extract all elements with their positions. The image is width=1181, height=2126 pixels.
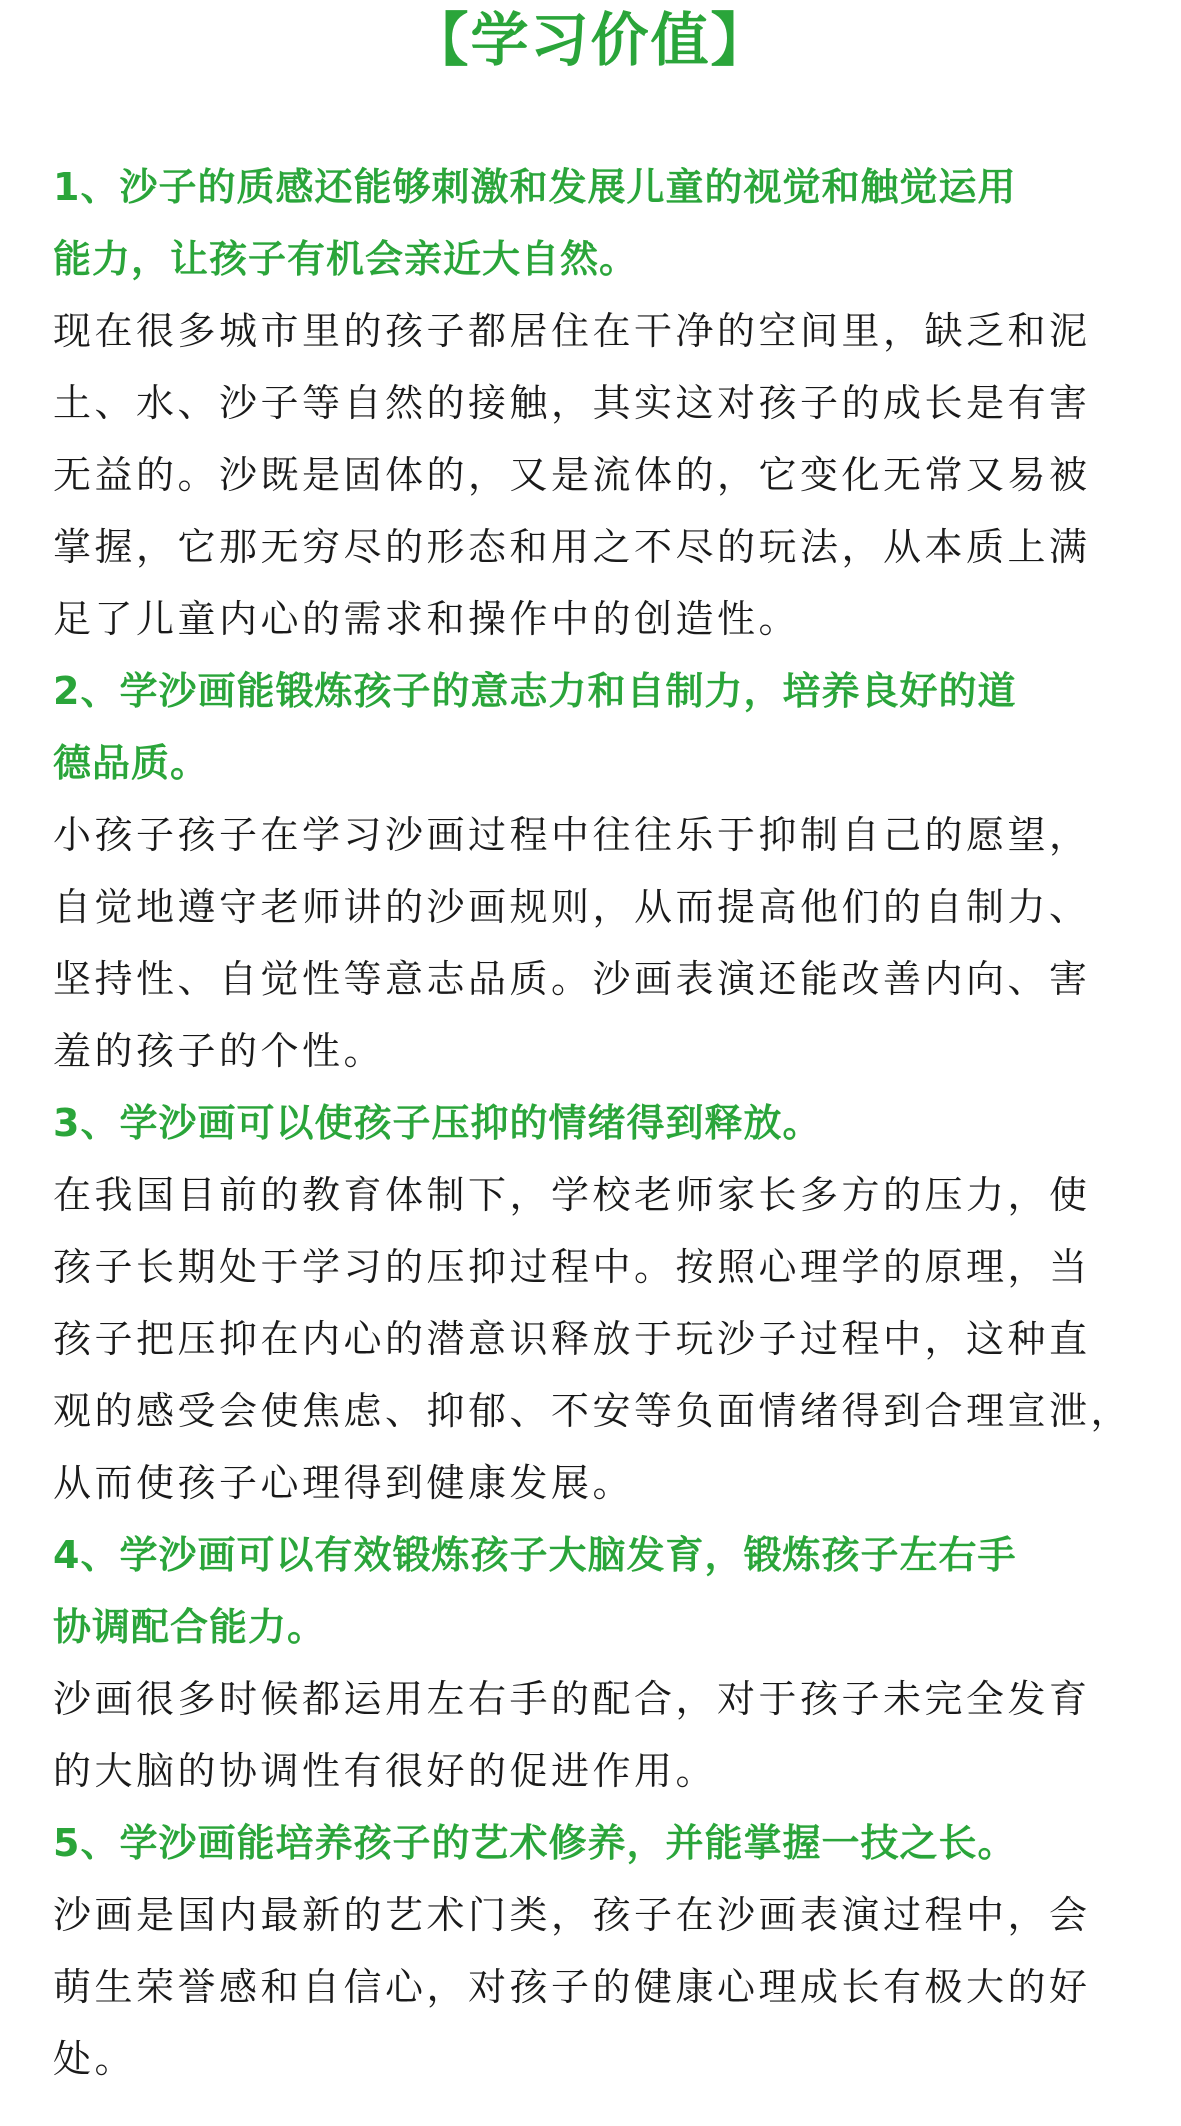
- section-2-body-line: 小孩子孩子在学习沙画过程中往往乐于抑制自己的愿望，: [53, 813, 1091, 857]
- section-2-heading-line: 2、学沙画能锻炼孩子的意志力和自制力，培养良好的道: [53, 669, 1017, 713]
- section-2: [53, 655, 1133, 1087]
- section-1-body-line: 掌握，它那无穷尽的形态和用之不尽的玩法，从本质上满: [53, 525, 1091, 569]
- section-1-heading-line: 能力，让孩子有机会亲近大自然。: [53, 237, 639, 281]
- section-3-body-line: 在我国目前的教育体制下，学校老师家长多方的压力，使: [53, 1173, 1091, 1217]
- section-2-body-line: 坚持性、自觉性等意志品质。沙画表演还能改善内向、害: [53, 957, 1091, 1001]
- section-1-body-line: 足了儿童内心的需求和操作中的创造性。: [53, 597, 801, 641]
- section-3-body-line: 孩子把压抑在内心的潜意识释放于玩沙子过程中，这种直: [53, 1317, 1091, 1361]
- section-5-body-line: 处。: [53, 2037, 137, 2081]
- article-body: [53, 151, 1133, 2095]
- section-4-body-line: 沙画很多时候都运用左右手的配合，对于孩子未完全发育: [53, 1677, 1091, 1721]
- section-3-body-line: 从而使孩子心理得到健康发展。: [53, 1461, 635, 1505]
- section-4-heading-line: 协调配合能力。: [53, 1605, 327, 1649]
- section-5: [53, 1807, 1133, 2095]
- section-2-heading-line: 德品质。: [53, 741, 210, 785]
- section-5-heading-line: 5、学沙画能培养孩子的艺术修养，并能掌握一技之长。: [53, 1821, 1017, 1865]
- section-1-body-line: 无益的。沙既是固体的，又是流体的，它变化无常又易被: [53, 453, 1091, 497]
- section-1-body-line: 现在很多城市里的孩子都居住在干净的空间里，缺乏和泥: [53, 309, 1091, 353]
- section-5-body-line: 沙画是国内最新的艺术门类，孩子在沙画表演过程中，会: [53, 1893, 1091, 1937]
- section-4-body-line: 的大脑的协调性有很好的促进作用。: [53, 1749, 718, 1793]
- section-2-body-line: 羞的孩子的个性。: [53, 1029, 386, 1073]
- section-5-body-line: 萌生荣誉感和自信心，对孩子的健康心理成长有极大的好: [53, 1965, 1091, 2009]
- section-4: [53, 1519, 1133, 1807]
- section-3: [53, 1087, 1133, 1519]
- page-title: 【学习价值】: [410, 6, 771, 74]
- section-1-heading-line: 1、沙子的质感还能够刺激和发展儿童的视觉和触觉运用: [53, 165, 1017, 209]
- section-4-heading-line: 4、学沙画可以有效锻炼孩子大脑发育，锻炼孩子左右手: [53, 1533, 1017, 1577]
- section-2-body-line: 自觉地遵守老师讲的沙画规则，从而提高他们的自制力、: [53, 885, 1091, 929]
- section-3-heading-line: 3、学沙画可以使孩子压抑的情绪得到释放。: [53, 1101, 822, 1145]
- section-1-body-line: 土、水、沙子等自然的接触，其实这对孩子的成长是有害: [53, 381, 1091, 425]
- section-3-body-line: 观的感受会使焦虑、抑郁、不安等负面情绪得到合理宣泄，: [53, 1389, 1133, 1433]
- section-3-body-line: 孩子长期处于学习的压抑过程中。按照心理学的原理，当: [53, 1245, 1091, 1289]
- section-1: [53, 151, 1133, 655]
